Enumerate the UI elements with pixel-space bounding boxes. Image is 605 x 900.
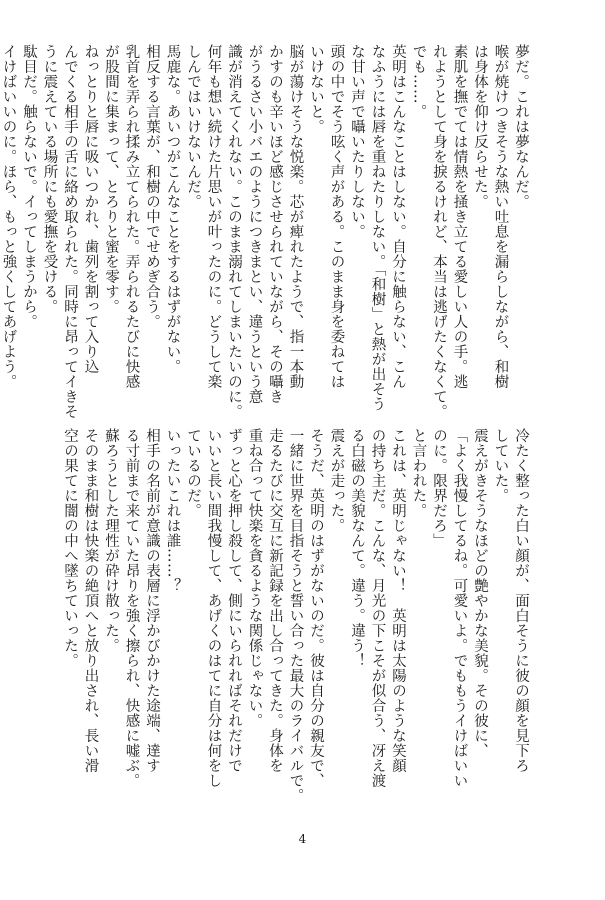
top-text-column: しんではいけないんだ。 bbox=[185, 44, 201, 209]
top-text-column: 乳首を弄られ揉み立てられた。弄られるたびに快感 bbox=[123, 44, 140, 389]
bottom-text-column: る白磁の美貌なんて。違う。違う！ bbox=[349, 428, 365, 668]
bottom-text-column: 一緒に世界を目指そうと誓い合った最大のライバルで。 bbox=[287, 428, 304, 803]
bottom-text-column: 冷たく整った白い顔が、面白そうに彼の顔を見下ろ bbox=[513, 428, 529, 773]
bottom-text-column: 震えがきそうなほどの艶やかな美貌。その彼に、 bbox=[472, 428, 488, 758]
bottom-text-column: いったいこれは誰……？ bbox=[164, 428, 181, 593]
top-text-column: がうるさい小バエのようにつきまとい、違うという意 bbox=[246, 44, 263, 404]
top-text-column: んでくる相手の舌に絡め取られた。同時に昂ってイきそ bbox=[62, 44, 78, 419]
top-text-column: な甘い声で囁いたりしない。 bbox=[349, 44, 365, 239]
bottom-text-column: と言われた。 bbox=[410, 428, 427, 518]
bottom-text-column: 相手の名前が意識の表層に浮かびかけた途端、達す bbox=[144, 428, 160, 773]
bottom-text-column: そうだ、英明のはずがないのだ。彼は自分の親友で、 bbox=[308, 428, 324, 788]
top-text-column: イけばいいのに。ほら、もっと強くしてあげよう。 bbox=[0, 44, 17, 389]
top-text-column: 駄目だ。触らないで。イってしまうから。 bbox=[21, 44, 37, 329]
top-text-column: いけないと。 bbox=[308, 44, 324, 134]
bottom-text-column: いいと長い間我慢して、あげくのはてに自分は何をし bbox=[205, 428, 222, 788]
bottom-text-column: ずっと心を押し殺して、側にいられればそれだけで bbox=[226, 428, 242, 773]
bottom-text-column: 空の果てに闇の中へ墜ちていった。 bbox=[62, 428, 78, 668]
text-tier-bottom bbox=[62, 428, 531, 803]
bottom-text-column: 蘇ろうとした理性が砕け散った。 bbox=[103, 428, 119, 653]
top-text-column: でも……。 bbox=[410, 44, 427, 119]
top-text-column: 英明はこんなことはしない。自分に触らない、こん bbox=[390, 44, 406, 389]
top-text-column: 夢だ。これは夢なんだ。 bbox=[513, 44, 529, 209]
top-text-column: が股間に集まって、とろりと蜜を零す。 bbox=[103, 44, 119, 314]
top-text-column: 脳が蕩けそうな悦楽。芯が痺れたようで、指一本動 bbox=[287, 44, 304, 389]
bottom-text-column: のに。限界だろ」 bbox=[431, 428, 447, 548]
top-text-column: 馬鹿な。あいつがこんなことをするはずがない。 bbox=[164, 44, 181, 374]
top-text-column: 相反する言葉が、和樹の中でせめぎ合う。 bbox=[144, 44, 160, 329]
bottom-text-column: 走るたびに交互に新記録を出し合ってきた。身体を bbox=[267, 428, 283, 773]
top-text-column: 素肌を撫でては情熱を掻き立てる愛しい人の手。逃 bbox=[451, 44, 468, 389]
bottom-text-column: ているのだ。 bbox=[185, 428, 201, 518]
top-text-column: ねっとりと唇に吸いつかれ、歯列を割って入り込 bbox=[82, 44, 99, 374]
top-text-column: うに震えている場所にも愛撫を受ける。 bbox=[41, 44, 58, 314]
bottom-text-column: 「よく我慢してるね。可愛いよ。でももうイけばいい bbox=[451, 428, 468, 788]
top-text-column: 頭の中でそう呟く声がある。このまま身を委ねては bbox=[328, 44, 345, 389]
page-number: 4 bbox=[298, 832, 307, 846]
bottom-text-column: の持ち主だ。こんな、月光の下こそが似合う、冴え渡 bbox=[369, 428, 386, 788]
text-tier-top bbox=[0, 44, 531, 419]
top-text-column: 何年も想い続けた片思いが叶ったのに。どうして楽 bbox=[205, 44, 222, 389]
bottom-text-column: 震えが走った。 bbox=[328, 428, 345, 533]
top-text-column: は身体を仰け反らせた。 bbox=[472, 44, 488, 209]
top-text-column: なふうには唇を重ねたりしない。「和樹」と熱が出そう bbox=[369, 44, 386, 412]
top-text-column: れようとして身を捩るけれど、本当は逃げたくなくて。 bbox=[431, 44, 447, 419]
top-text-column: かすのも辛いほど感じさせられていながら、その囁き bbox=[267, 44, 283, 404]
top-text-column: 識が消えてくれない。このまま溺れてしまいたいのに。 bbox=[226, 44, 242, 419]
bottom-text-column: る寸前まで来ていた昂りを強く擦られ、快感に嘘ぶ。 bbox=[123, 428, 140, 788]
bottom-text-column: そのまま和樹は快楽の絶頂へと放り出され、長い滑 bbox=[82, 428, 99, 773]
bottom-text-column: 重ね合って快楽を貪るような関係じゃない。 bbox=[246, 428, 263, 728]
bottom-text-column: これは、英明じゃない！ 英明は太陽のような笑顔 bbox=[390, 428, 406, 773]
top-text-column: 喉が焼けつきそうな熱い吐息を漏らしながら、和樹 bbox=[492, 44, 509, 389]
bottom-text-column: していた。 bbox=[492, 428, 509, 503]
